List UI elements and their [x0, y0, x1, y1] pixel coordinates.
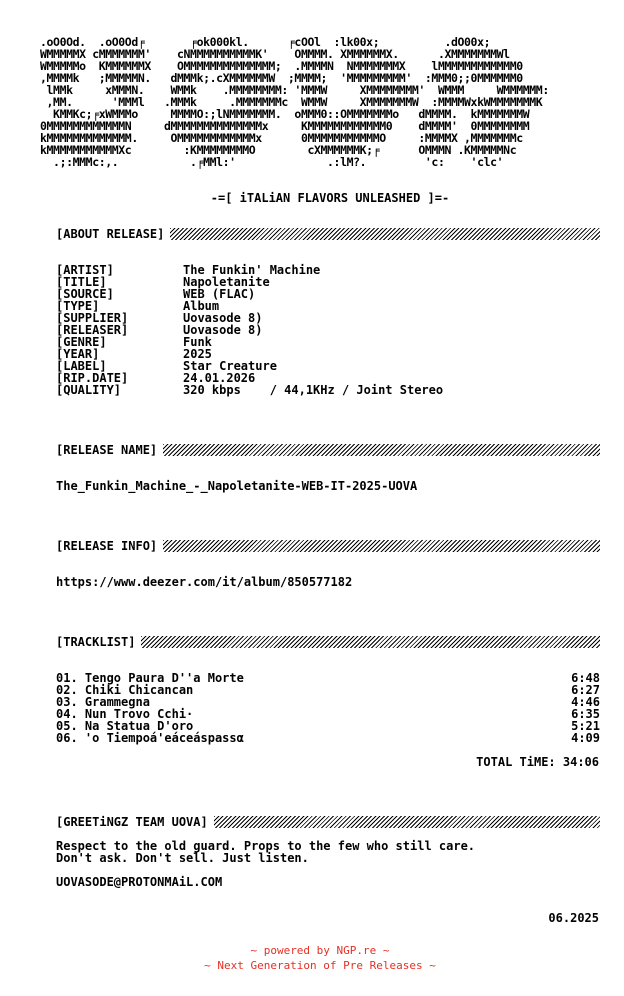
about-value: Uovasode 8)	[183, 311, 263, 325]
about-row	[56, 264, 616, 276]
about-row	[56, 300, 616, 312]
about-key: [SOURCE]	[56, 287, 114, 301]
about-value: 320 kbps / 44,1KHz / Joint Stereo	[183, 383, 444, 397]
ascii-logo-line: kMMMMMMMMMMMXc :KMMMMMMMMO cXMMMMMMK;╒ OMMMN .KMMMMMNc	[40, 143, 517, 157]
about-row	[56, 276, 616, 288]
about-value: 2025	[183, 347, 212, 361]
release-date: 06.2025	[548, 911, 599, 925]
track-title: 02. Chiki Chicancan	[56, 683, 194, 697]
about-row	[56, 348, 616, 360]
ascii-logo-line: WMMMMMX cMMMMMMM' cNMMMMMMMMMMK' OMMMM. XMMMMMMX. .XMMMMMMMWl	[40, 47, 510, 61]
ascii-logo-line: KMMKc;╒xWMMMo MMMMO:;lNMMMMMMM. oMMM0::OMMMMMMMo dMMMM. kMMMMMMMW	[40, 107, 530, 121]
ascii-logo-line: .oO0Od. .oO0Od╒ ╒ok000kl. ╒cOOl :lk00x; .dO00x;	[40, 35, 491, 49]
release-info-header	[56, 539, 600, 553]
track-row	[56, 732, 600, 744]
about-value: Uovasode 8)	[183, 323, 263, 337]
about-key: [TYPE]	[56, 299, 100, 313]
section-label: [RELEASE NAME]	[56, 443, 158, 457]
ascii-logo-line: ,MMMMk ;MMMMMN. dMMMk;.cXMMMMMMW ;MMMM; 'MMMMMMMMM' :MMM0;;0MMMMMM0	[40, 71, 523, 85]
tracklist-header	[56, 635, 600, 649]
section-label: [TRACKLIST]	[56, 635, 136, 649]
about-key: [RIP.DATE]	[56, 371, 129, 385]
track-title: 01. Tengo Paura D''a Morte	[56, 671, 244, 685]
contact-email[interactable]: UOVASODE@PROTONMAiL.COM	[56, 875, 223, 889]
release-info-link[interactable]: https://www.deezer.com/it/album/850577182	[56, 575, 353, 589]
section-label: [ABOUT RELEASE]	[56, 227, 165, 241]
ascii-logo-line: WMMMMMo KMMMMMMX OMMMMMMMMMMMMMM; .MMMMN NMMMMMMMX lMMMMMMMMMMMM0	[40, 59, 523, 73]
greetings-line-2: Don't ask. Don't sell. Just listen.	[56, 851, 309, 865]
about-key: [GENRE]	[56, 335, 107, 349]
tagline: -=[ iTALiAN FLAVORS UNLEASHED ]=-	[210, 191, 450, 205]
ascii-logo-line: .;:MMMc:,. .╒MMl:' .:lM?. 'c: 'clc'	[40, 155, 504, 169]
ascii-logo	[40, 36, 549, 168]
section-label: [RELEASE INFO]	[56, 539, 158, 553]
section-divider	[163, 444, 600, 456]
about-value: Star Creature	[183, 359, 277, 373]
ascii-logo-line: kMMMMMMMMMMMMM. OMMMMMMMMMMMMx 0MMMMMMMMMMMO :MMMMX ,MMMMMMMc	[40, 131, 523, 145]
about-value: Album	[183, 299, 220, 313]
release-name-value: The_Funkin_Machine_-_Napoletanite-WEB-IT-2025-UOVA	[56, 479, 418, 493]
greetings-line-1: Respect to the old guard. Props to the few who still care.	[56, 839, 476, 853]
footer-powered-by[interactable]: ~ powered by NGP.re ~	[250, 944, 390, 957]
section-divider	[141, 636, 600, 648]
track-duration: 4:46	[571, 695, 600, 709]
section-label: [GREETiNGZ TEAM UOVA]	[56, 815, 208, 829]
track-duration: 6:35	[571, 707, 600, 721]
about-value: Napoletanite	[183, 275, 270, 289]
about-row	[56, 324, 616, 336]
about-key: [YEAR]	[56, 347, 100, 361]
about-row	[56, 384, 616, 396]
track-title: 06. 'o Tiempoá'eáceáspassα	[56, 731, 244, 745]
about-row	[56, 360, 616, 372]
section-divider	[214, 816, 600, 828]
about-key: [LABEL]	[56, 359, 107, 373]
total-time: TOTAL TiME: 34:06	[476, 755, 599, 769]
about-release-header	[56, 227, 600, 241]
track-title: 04. Nun Trovo Cchi·	[56, 707, 194, 721]
section-divider	[163, 540, 600, 552]
track-duration: 6:27	[571, 683, 600, 697]
about-key: [RELEASER]	[56, 323, 129, 337]
about-row	[56, 288, 616, 300]
about-value: WEB (FLAC)	[183, 287, 256, 301]
about-key: [SUPPLIER]	[56, 311, 129, 325]
track-duration: 6:48	[571, 671, 600, 685]
about-row	[56, 336, 616, 348]
track-duration: 5:21	[571, 719, 600, 733]
about-key: [QUALITY]	[56, 383, 122, 397]
about-key: [TITLE]	[56, 275, 107, 289]
footer-tagline: ~ Next Generation of Pre Releases ~	[204, 959, 436, 972]
greetings-header	[56, 815, 600, 829]
track-title: 03. Grammegna	[56, 695, 150, 709]
ascii-logo-line: ,MM. 'MMMl .MMMk .MMMMMMMc WMMW XMMMMMMMW :MMMMWxkWMMMMMMMK	[40, 95, 543, 109]
about-value: 24.01.2026	[183, 371, 256, 385]
about-key: [ARTIST]	[56, 263, 114, 277]
about-value: The Funkin' Machine	[183, 263, 321, 277]
ascii-logo-line: lMMk xMMMN. WMMk .MMMMMMMM: 'MMMW XMMMMMMMM' WMMM WMMMMMM:	[40, 83, 549, 97]
release-name-header	[56, 443, 600, 457]
about-value: Funk	[183, 335, 212, 349]
about-row	[56, 312, 616, 324]
section-divider	[170, 228, 600, 240]
track-duration: 4:09	[571, 731, 600, 745]
ascii-logo-line: 0MMMMMMMMMMMMN dMMMMMMMMMMMMMMx KMMMMMMMMMMMM0 dMMMM' 0MMMMMMMM	[40, 119, 530, 133]
track-title: 05. Na Statua D'oro	[56, 719, 194, 733]
